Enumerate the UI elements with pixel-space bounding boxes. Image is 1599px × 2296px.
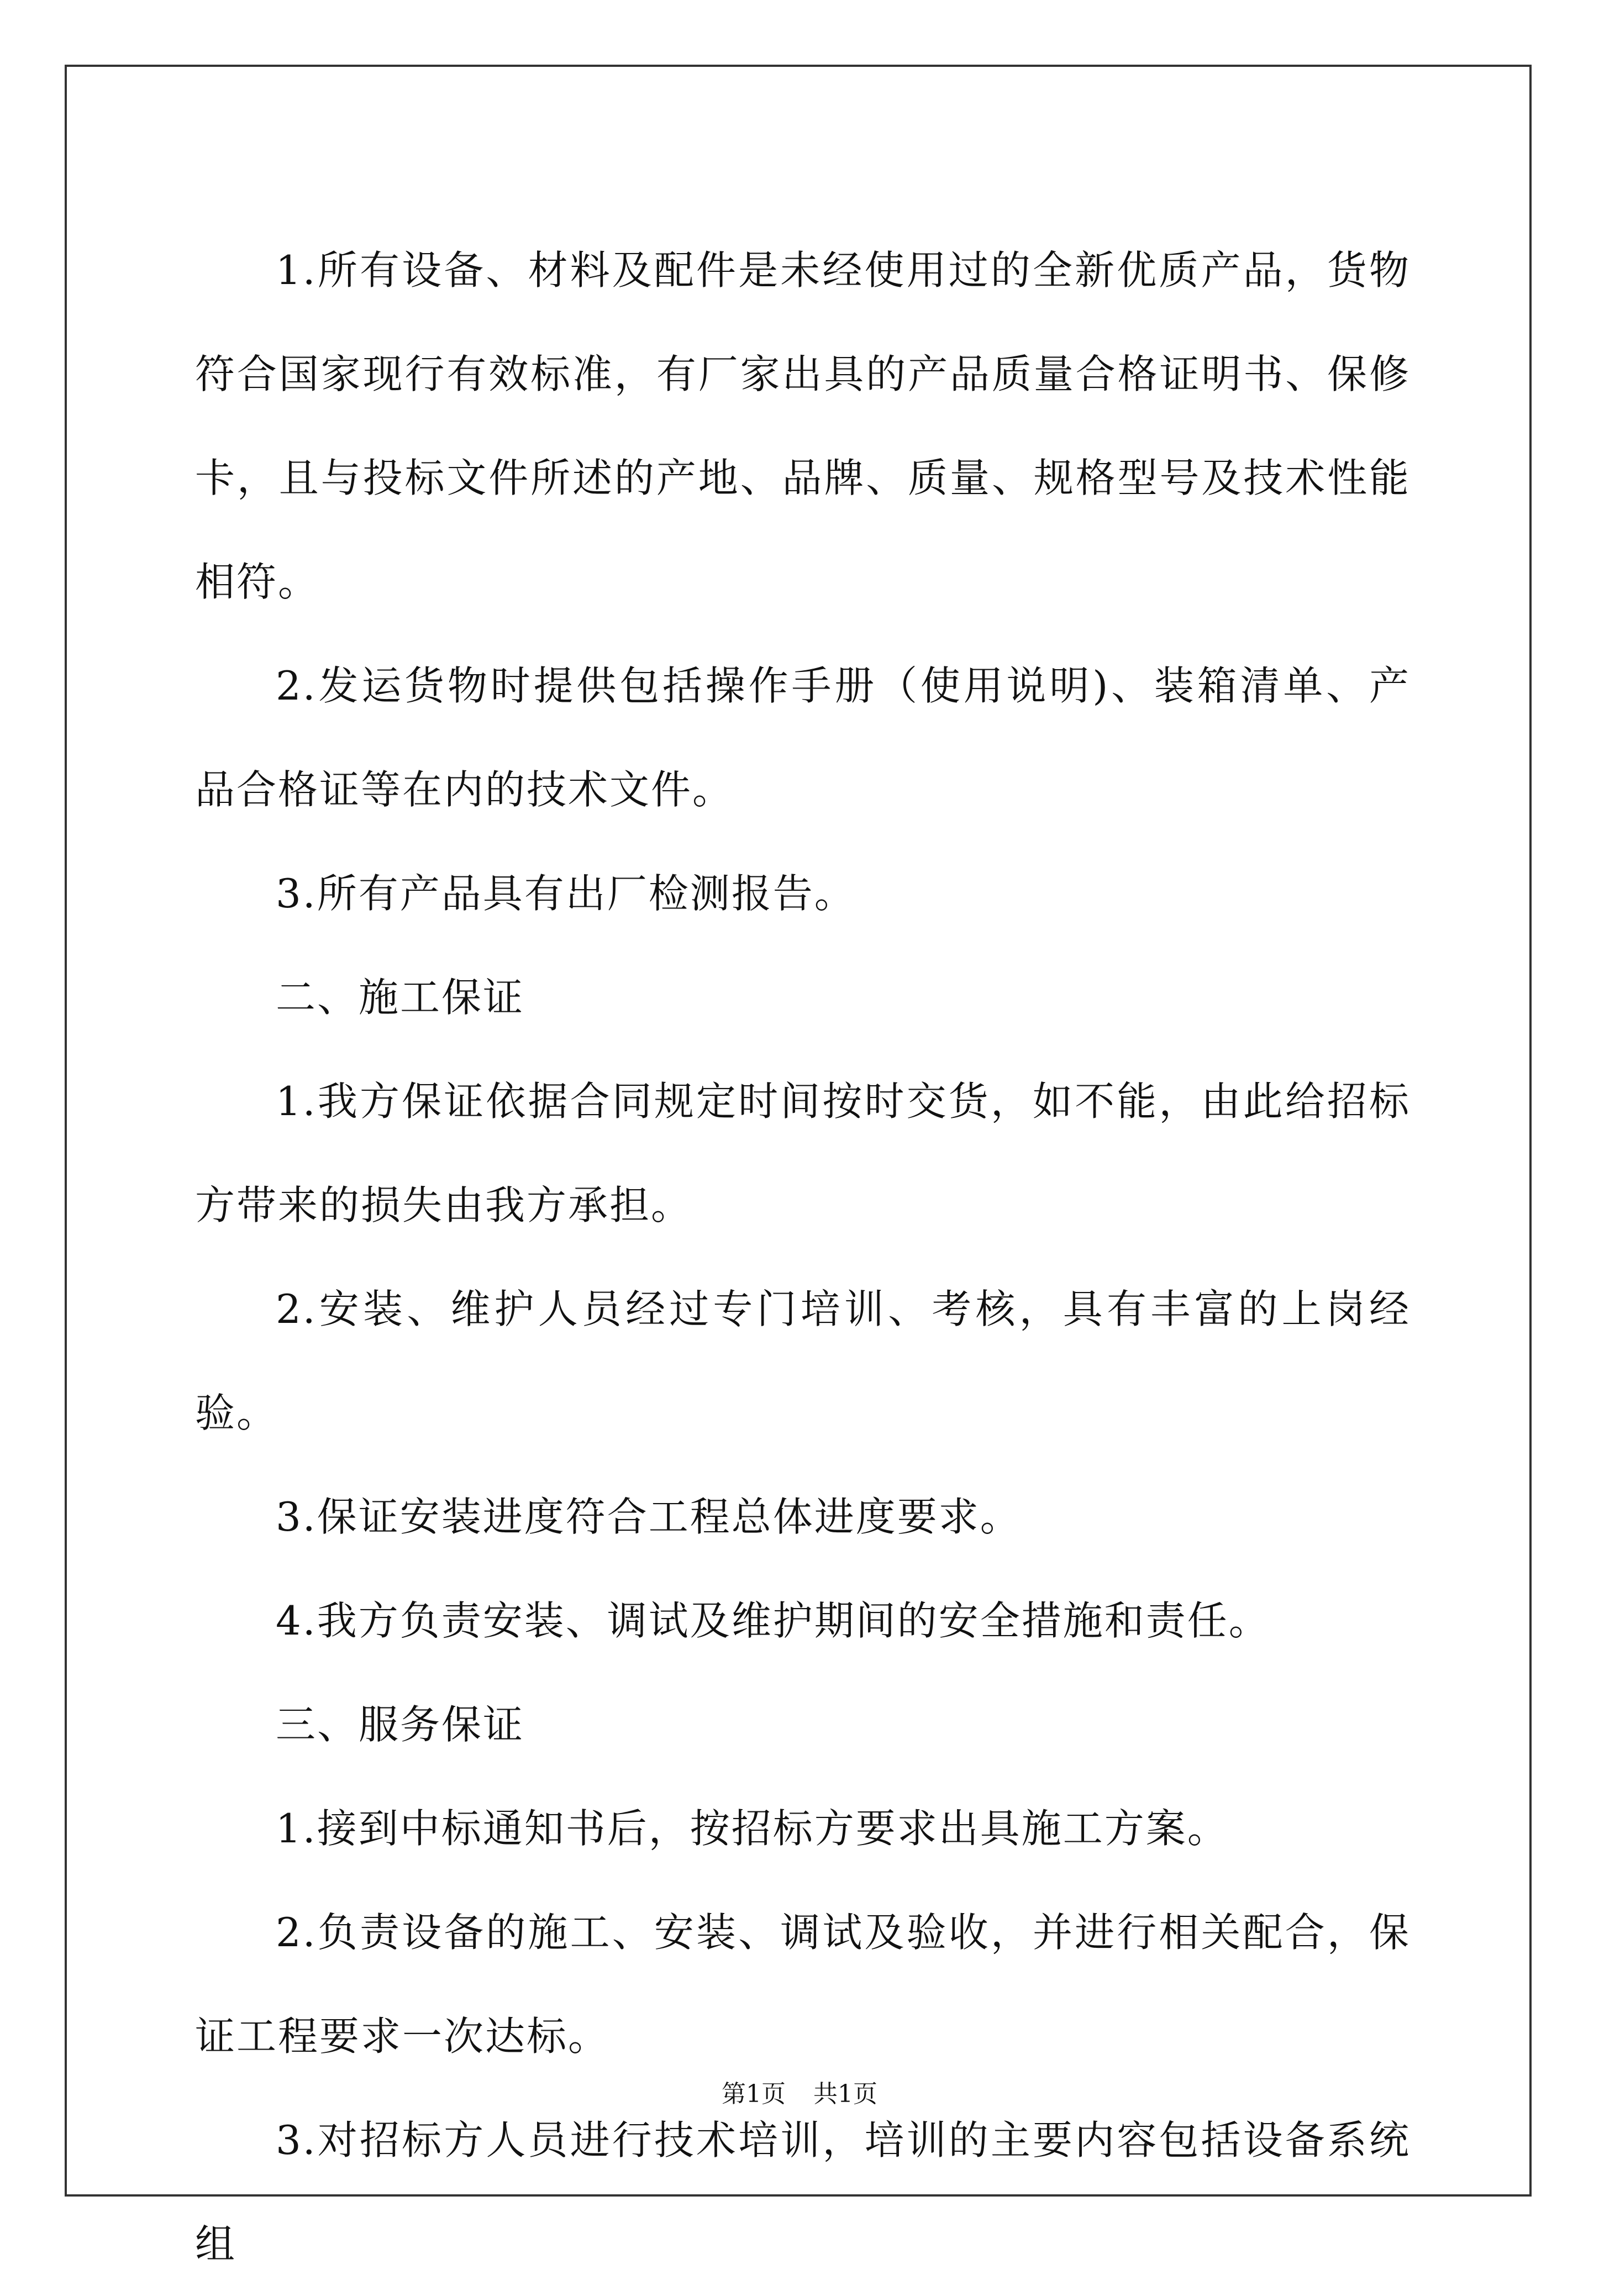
section-heading-service: 三、服务保证 (276, 1701, 525, 1748)
paragraph-service-1: 1.接到中标通知书后，按招标方要求出具施工方案。 (276, 1805, 1229, 1852)
paragraph-construction-3: 3.保证安装进度符合工程总体进度要求。 (276, 1494, 1022, 1540)
document-body (195, 218, 1411, 2296)
paragraph-quality-2: 2.发运货物时提供包括操作手册（使用说明)、装箱清单、产品合格证等在内的技术文件。 (195, 663, 1411, 813)
section-heading-construction: 二、施工保证 (276, 974, 525, 1021)
paragraph-construction-2: 2.安装、维护人员经过专门培训、考核，具有丰富的上岗经验。 (195, 1286, 1411, 1436)
paragraph-service-2: 2.负责设备的施工、安装、调试及验收，并进行相关配合，保证工程要求一次达标。 (195, 1909, 1411, 2059)
paragraph-quality-1: 1.所有设备、材料及配件是未经使用过的全新优质产品，货物符合国家现行有效标准，有厂家出具的产品质量合格证明书、保修卡，且与投标文件所述的产地、品牌、质量、规格型号及技术性能相符。 (195, 247, 1411, 605)
paragraph-service-3: 3.对招标方人员进行技术培训，培训的主要内容包括设备系统组 (195, 2117, 1411, 2267)
page-footer (0, 2078, 1599, 2111)
paragraph-quality-3: 3.所有产品具有出厂检测报告。 (276, 870, 856, 917)
paragraph-construction-4: 4.我方负责安装、调试及维护期间的安全措施和责任。 (276, 1598, 1270, 1644)
paragraph-construction-1: 1.我方保证依据合同规定时间按时交货，如不能，由此给招标方带来的损失由我方承担。 (195, 1078, 1411, 1228)
page-total: 共1页 (813, 2080, 877, 2108)
page-number: 第1页 (722, 2080, 786, 2108)
